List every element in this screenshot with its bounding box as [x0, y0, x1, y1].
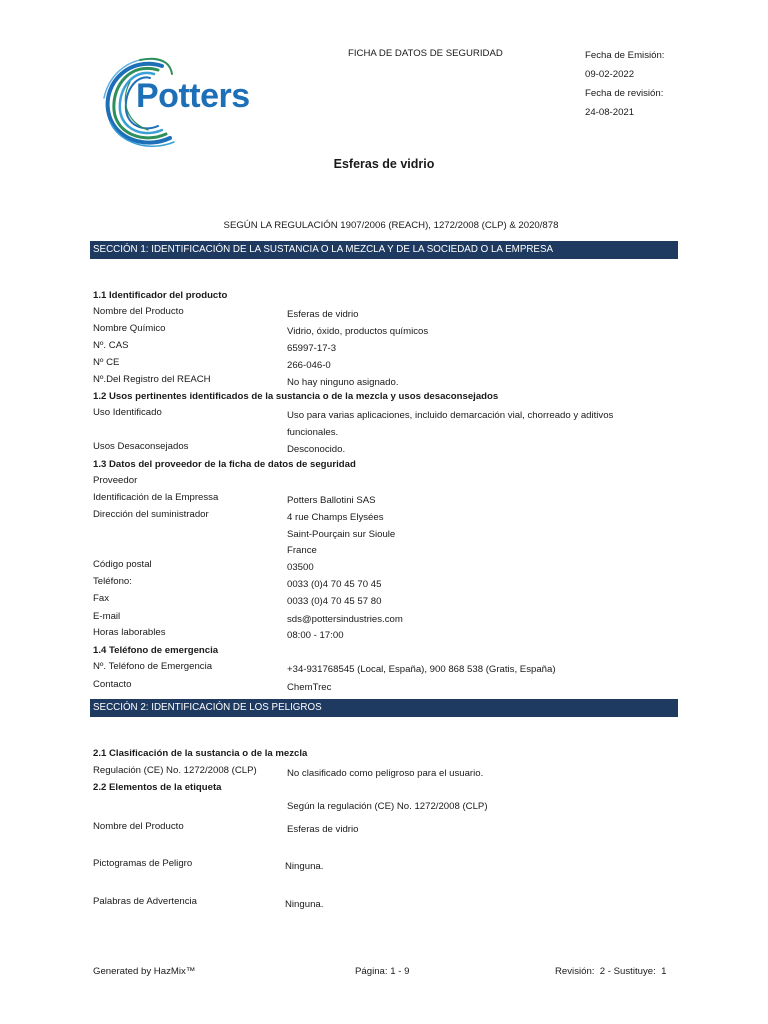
- label: Nombre del Producto: [93, 821, 184, 832]
- value: 03500: [287, 562, 314, 573]
- value: 65997-17-3: [287, 343, 337, 354]
- section-1-heading: SECCIÓN 1: IDENTIFICACIÓN DE LA SUSTANCIA O LA MEZCLA Y DE LA SOCIEDAD O LA EMPRESA: [90, 241, 678, 259]
- value: 0033 (0)4 70 45 70 45: [287, 579, 382, 590]
- subsection-1-4: 1.4 Teléfono de emergencia: [93, 645, 219, 656]
- subsection-2-2: 2.2 Elementos de la etiqueta: [93, 782, 222, 793]
- label: Nº.Del Registro del REACH: [93, 374, 211, 385]
- label: E-mail: [93, 611, 121, 622]
- subsection-2-1: 2.1 Clasificación de la sustancia o de la mezcla: [93, 748, 308, 759]
- value: Potters Ballotini SAS: [287, 495, 376, 506]
- label: Nº CE: [93, 357, 120, 368]
- footer-generated: Generated by HazMix™: [93, 966, 196, 977]
- page-title: Esferas de vidrio: [333, 157, 435, 171]
- document-type: FICHA DE DATOS DE SEGURIDAD: [348, 48, 503, 59]
- subsection-1-2: 1.2 Usos pertinentes identificados de la sustancia o de la mezcla y usos desaconsejados: [93, 391, 499, 402]
- value: No clasificado como peligroso para el usuario.: [287, 768, 484, 779]
- section-2-heading: SECCIÓN 2: IDENTIFICACIÓN DE LOS PELIGROS: [90, 699, 678, 717]
- value: Según la regulación (CE) No. 1272/2008 (CLP): [287, 801, 488, 812]
- issue-date-label: Fecha de Emisión:: [585, 50, 665, 61]
- label: Nº. CAS: [93, 340, 129, 351]
- subsection-1-1: 1.1 Identificador del producto: [93, 290, 228, 301]
- regulation-line: SEGÚN LA REGULACIÓN 1907/2006 (REACH), 1272/2008 (CLP) & 2020/878: [223, 220, 559, 231]
- value: 266-046-0: [287, 360, 331, 371]
- revision-date-label: Fecha de revisión:: [585, 88, 664, 99]
- company-logo: [100, 52, 278, 152]
- value: No hay ninguno asignado.: [287, 377, 399, 388]
- value: 08:00 - 17:00: [287, 630, 344, 641]
- label: Proveedor: [93, 475, 138, 486]
- label: Regulación (CE) No. 1272/2008 (CLP): [93, 765, 257, 776]
- issue-date: 09-02-2022: [585, 69, 635, 80]
- label: Código postal: [93, 559, 152, 570]
- label: Nombre Químico: [93, 323, 166, 334]
- value: Desconocido.: [287, 444, 346, 455]
- label: Fax: [93, 593, 109, 604]
- label: Uso Identificado: [93, 407, 162, 418]
- label: Nº. Teléfono de Emergencia: [93, 661, 213, 672]
- value: France: [287, 545, 317, 556]
- value: Esferas de vidrio: [287, 309, 359, 320]
- revision-date: 24-08-2021: [585, 107, 635, 118]
- label: Nombre del Producto: [93, 306, 184, 317]
- label: Contacto: [93, 679, 132, 690]
- logo-text: Potters: [136, 77, 250, 115]
- value: ChemTrec: [287, 682, 332, 693]
- date-block: [585, 46, 664, 122]
- label: Horas laborables: [93, 627, 166, 638]
- subsection-1-3: 1.3 Datos del proveedor de la ficha de datos de seguridad: [93, 459, 356, 470]
- value: Ninguna.: [285, 861, 324, 872]
- footer-page-number: Página: 1 - 9: [355, 966, 410, 977]
- label: Identificación de la Empressa: [93, 492, 219, 503]
- value: Ninguna.: [285, 899, 324, 910]
- value: sds@pottersindustries.com: [287, 614, 403, 625]
- value: +34-931768545 (Local, España), 900 868 538 (Gratis, España): [287, 664, 556, 675]
- value: Vidrio, óxido, productos químicos: [287, 326, 429, 337]
- value: Saint-Pourçain sur Sioule: [287, 529, 396, 540]
- value: 0033 (0)4 70 45 57 80: [287, 596, 382, 607]
- label: Dirección del suministrador: [93, 509, 209, 520]
- label: Teléfono:: [93, 576, 132, 587]
- footer-revision: Revisión: 2 - Sustituye: 1: [555, 966, 667, 977]
- label: Usos Desaconsejados: [93, 441, 189, 452]
- value: Uso para varias aplicaciones, incluido demarcación vial, chorreado y aditivos funcionales.: [287, 410, 614, 438]
- label: Palabras de Advertencia: [93, 896, 197, 907]
- value: 4 rue Champs Elysées: [287, 512, 384, 523]
- label: Pictogramas de Peligro: [93, 858, 193, 869]
- value: Esferas de vidrio: [287, 824, 359, 835]
